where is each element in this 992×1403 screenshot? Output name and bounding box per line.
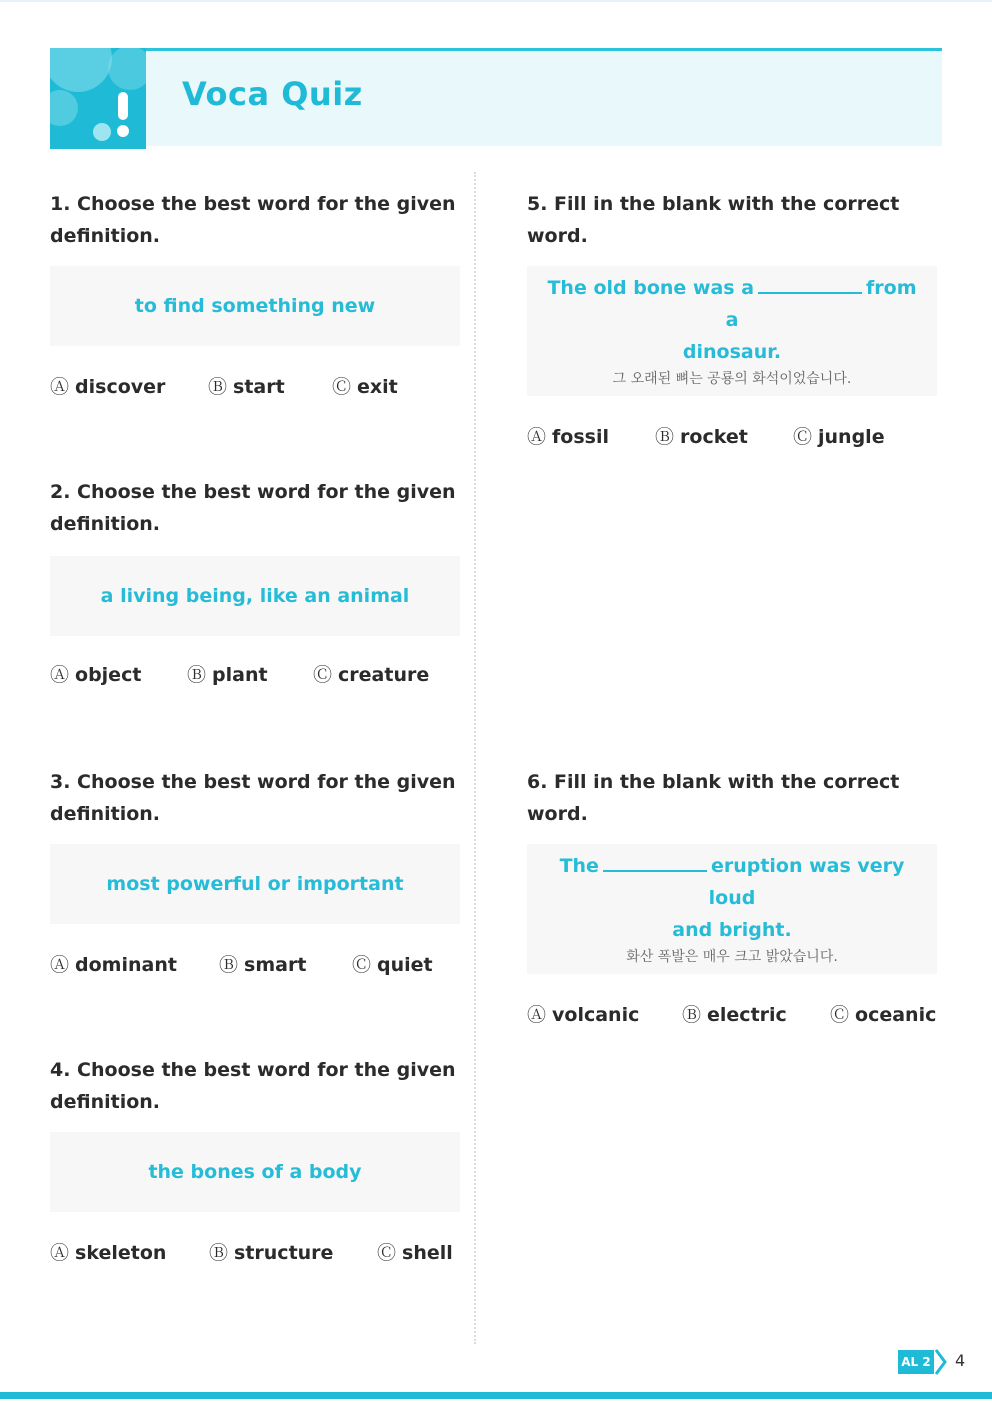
answer-options (50, 1238, 460, 1268)
option-a[interactable]: Ⓐ discover (50, 376, 166, 398)
answer-options (50, 660, 460, 690)
answer-blank[interactable] (603, 854, 707, 872)
page-number: 4 (955, 1351, 966, 1370)
footer-bar (0, 1392, 992, 1399)
option-b[interactable]: Ⓑ smart (219, 954, 307, 976)
definition-box: to find something new (50, 266, 460, 346)
question-prompt: 4. Choose the best word for the given definition. (50, 1059, 456, 1113)
korean-translation: 화산 폭발은 매우 크고 밝았습니다. (626, 949, 838, 965)
option-c[interactable]: Ⓒ jungle (793, 426, 885, 448)
definition-box: a living being, like an animal (50, 556, 460, 636)
sentence-box (527, 266, 937, 396)
answer-options (527, 422, 937, 452)
level-tag: AL 2 (898, 1350, 934, 1374)
top-border (0, 0, 992, 2)
option-a[interactable]: Ⓐ fossil (527, 426, 609, 448)
question-4 (50, 1054, 460, 1268)
option-b[interactable]: Ⓑ start (208, 376, 285, 398)
korean-translation: 그 오래된 뼈는 공룡의 화석이었습니다. (612, 371, 852, 387)
option-c[interactable]: Ⓒ shell (377, 1242, 453, 1264)
question-6 (527, 766, 937, 1030)
question-1 (50, 188, 460, 402)
option-b[interactable]: Ⓑ electric (682, 1004, 787, 1026)
exclamation-icon (50, 48, 146, 149)
definition-box: the bones of a body (50, 1132, 460, 1212)
question-5 (527, 188, 937, 452)
column-divider (474, 172, 476, 1344)
answer-options (527, 1000, 937, 1030)
sentence-line-1: The eruption was very loud (559, 855, 905, 909)
sentence-box (527, 844, 937, 974)
sentence-line-1: The old bone was a from a (547, 277, 917, 331)
sentence-line-2: and bright. (672, 919, 792, 941)
option-b[interactable]: Ⓑ rocket (655, 426, 748, 448)
question-prompt: 2. Choose the best word for the given definition. (50, 481, 456, 535)
option-b[interactable]: Ⓑ structure (209, 1242, 334, 1264)
question-prompt: 3. Choose the best word for the given definition. (50, 771, 456, 825)
question-2 (50, 476, 460, 690)
option-c[interactable]: Ⓒ creature (313, 664, 430, 686)
page-title: Voca Quiz (182, 75, 363, 113)
option-c[interactable]: Ⓒ exit (332, 376, 398, 398)
question-prompt: 6. Fill in the blank with the correct word. (527, 771, 900, 825)
question-prompt: 5. Fill in the blank with the correct word. (527, 193, 900, 247)
question-3 (50, 766, 460, 980)
option-a[interactable]: Ⓐ dominant (50, 954, 177, 976)
answer-options (50, 950, 460, 980)
sentence-line-2: dinosaur. (682, 341, 782, 363)
option-c[interactable]: Ⓒ oceanic (830, 1004, 937, 1026)
question-prompt: 1. Choose the best word for the given definition. (50, 193, 456, 247)
quiz-header (50, 48, 942, 146)
answer-options (50, 372, 460, 402)
answer-blank[interactable] (758, 276, 862, 294)
definition-box: most powerful or important (50, 844, 460, 924)
option-a[interactable]: Ⓐ skeleton (50, 1242, 167, 1264)
option-a[interactable]: Ⓐ volcanic (527, 1004, 640, 1026)
option-b[interactable]: Ⓑ plant (187, 664, 268, 686)
chevron-right-icon (934, 1348, 948, 1376)
option-a[interactable]: Ⓐ object (50, 664, 142, 686)
option-c[interactable]: Ⓒ quiet (352, 954, 433, 976)
